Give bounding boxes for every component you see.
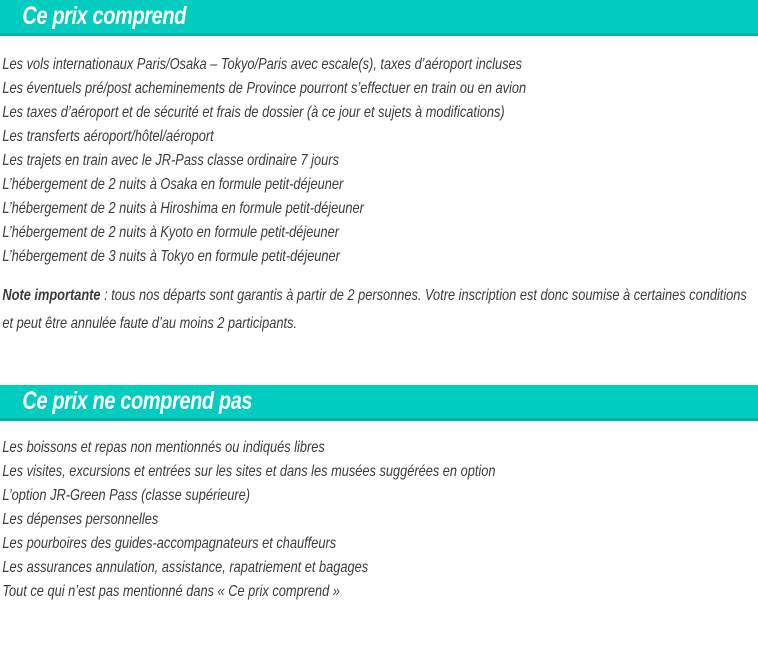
price-included-list [0, 53, 758, 269]
list-item: Les pourboires des guides-accompagnateurs et chauffeurs [2, 535, 337, 552]
section-title-included: Ce prix comprend [22, 2, 187, 30]
section-header-price-included [0, 0, 758, 36]
section-title-excluded: Ce prix ne comprend pas [22, 387, 253, 415]
list-item: Les assurances annulation, assistance, rapatriement et bagages [2, 559, 369, 576]
list-item: Les visites, excursions et entrées sur les sites et dans les musées suggérées en option [2, 463, 496, 480]
list-item: L’hébergement de 2 nuits à Kyoto en formule petit-déjeuner [2, 224, 339, 241]
list-item: Les vols internationaux Paris/Osaka – Tokyo/Paris avec escale(s), taxes d’aéroport incluses [2, 56, 522, 73]
list-item: L’hébergement de 2 nuits à Osaka en formule petit-déjeuner [2, 176, 344, 193]
list-item: Les éventuels pré/post acheminements de Province pourront s’effectuer en train ou en avion [2, 80, 527, 97]
list-item: Les taxes d’aéroport et de sécurité et frais de dossier (à ce jour et sujets à modifications) [2, 104, 505, 121]
list-item: L’hébergement de 2 nuits à Hiroshima en formule petit-déjeuner [2, 200, 364, 217]
important-note-label: Note importante [2, 287, 101, 304]
list-item: Les boissons et repas non mentionnés ou indiqués libres [2, 439, 325, 456]
important-note-text: : tous nos départs sont garantis à partir de 2 personnes. Votre inscription est donc soumise à certaines conditions et peut être annulée faute d’au moins 2 participants. [2, 287, 747, 332]
list-item: Les trajets en train avec le JR-Pass classe ordinaire 7 jours [2, 152, 339, 169]
list-item: Les transferts aéroport/hôtel/aéroport [2, 128, 214, 145]
list-item: L’option JR-Green Pass (classe supérieure) [2, 487, 250, 504]
price-excluded-list [0, 436, 758, 604]
list-item: Tout ce qui n’est pas mentionné dans « Ce prix comprend » [2, 583, 340, 600]
section-header-price-excluded [0, 385, 758, 421]
important-note [0, 282, 758, 338]
list-item: Les dépenses personnelles [2, 511, 159, 528]
list-item: L’hébergement de 3 nuits à Tokyo en formule petit-déjeuner [2, 248, 340, 265]
